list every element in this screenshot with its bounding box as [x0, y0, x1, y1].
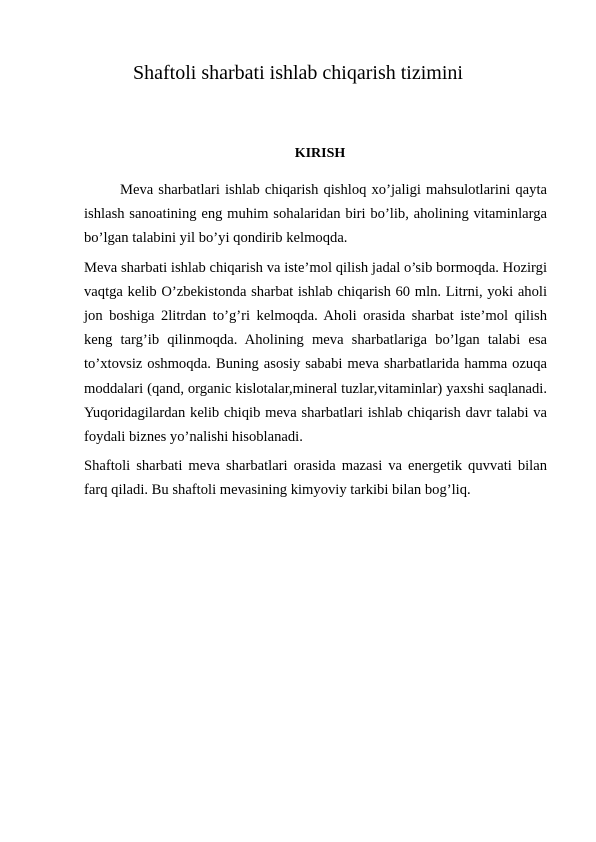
paragraph-intro: Meva sharbatlari ishlab chiqarish qishloq xo’jaligi mahsulotlarini qayta ishlash sanoatining eng muhim sohalaridan biri bo’lib, aholining vitaminlarga bo’lgan talabini yil bo’yi qondirib kelmoqda. — [84, 182, 547, 247]
section-heading: KIRISH — [294, 146, 346, 161]
body-text — [84, 178, 547, 508]
paragraph-production: Meva sharbati ishlab chiqarish va iste’mol qilish jadal o’sib bormoqda. Hozirgi vaqtga kelib O’zbekistonda sharbat ishlab chiqarish 60 mln. Litrni, yoki aholi jon boshiga 2litrdan to’g’ri kelmoqda. Aholi orasida sharbat iste’mol qilish keng targ’ib qilinmoqda. Aholining meva sharbatlariga bo’lgan talabi esa to’xtovsiz oshmoqda. Buning asosiy sababi meva sharbatlarida hamma ozuqa moddalari (qand, organic kislotalar,mineral tuzlar,vitaminlar) yaxshi saqlanadi. Yuqoridagilardan kelib chiqib meva sharbatlari ishlab chiqarish davr talabi va foydali biznes yo’nalishi hisoblanadi. — [84, 259, 547, 446]
paragraph-peach-juice: Shaftoli sharbati meva sharbatlari orasida mazasi va energetik quvvati bilan farq qiladi. Bu shaftoli mevasining kimyoviy tarkibi bilan bog’liq. — [84, 458, 547, 499]
document-title: Shaftoli sharbati ishlab chiqarish tizimini — [133, 62, 463, 84]
